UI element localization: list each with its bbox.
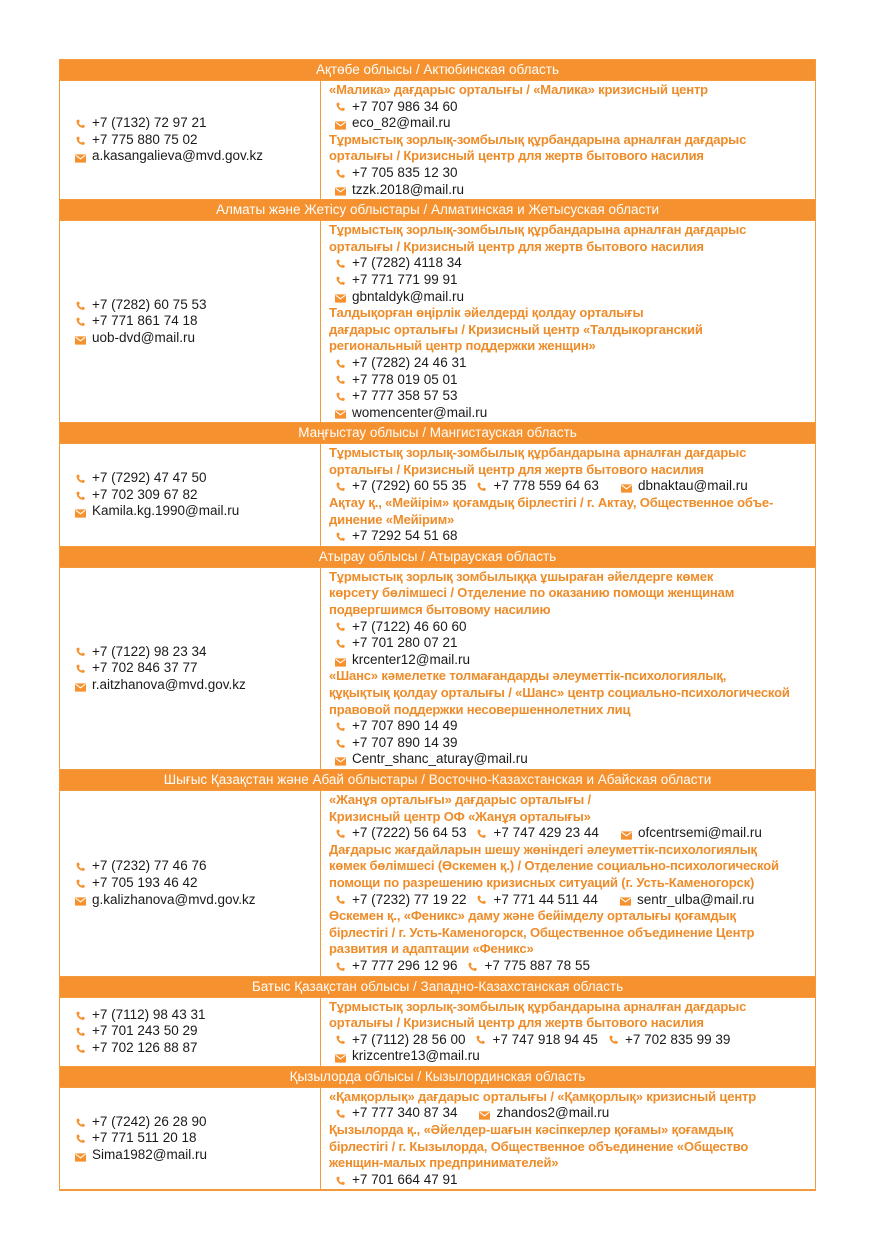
phone-value[interactable]: +7 775 887 78 55 — [484, 957, 590, 973]
phone-value[interactable]: +7 (7232) 77 46 76 — [92, 858, 207, 874]
phone-value[interactable]: +7 771 44 511 44 — [493, 891, 598, 907]
phone-icon — [75, 118, 86, 129]
phone-value[interactable]: +7 777 358 57 53 — [352, 388, 458, 404]
org-title: помощи по разрешению кризисных ситуаций (г. Усть-Каменогорск) — [329, 874, 755, 890]
phone-value[interactable]: +7 707 890 14 49 — [352, 718, 458, 734]
phone-icon — [335, 374, 346, 385]
crisis-centers — [321, 1088, 815, 1190]
contact-phone — [75, 1130, 320, 1147]
crisis-centers — [321, 444, 815, 546]
org-contact-line — [329, 478, 811, 495]
email-icon — [335, 291, 346, 302]
contact-phone — [75, 115, 320, 132]
region-contacts — [60, 221, 321, 422]
org-title: құқықтық қолдау орталығы / «Шанс» центр социально-психологической — [329, 685, 790, 700]
email-value[interactable]: r.aitzhanova@mvd.gov.kz — [92, 676, 246, 692]
contact-email — [75, 677, 320, 694]
email-value[interactable]: Centr_shanc_aturay@mail.ru — [352, 751, 528, 767]
org-title: правовой поддержки несовершеннолетних лиц — [329, 701, 631, 717]
region-header: Атырау облысы / Атырауская область — [60, 547, 815, 567]
phone-icon — [335, 894, 346, 905]
region-row — [60, 790, 815, 977]
region-header: Шығыс Қазақстан және Абай облыстары / Восточно-Казахстанская и Абайская области — [60, 770, 815, 790]
region-contacts — [60, 81, 321, 199]
email-value[interactable]: krcenter12@mail.ru — [352, 651, 470, 667]
org-title: Тұрмыстық зорлық-зомбылық құрбандарына арналған дағдарыс — [329, 445, 747, 461]
region-row — [60, 997, 815, 1067]
phone-icon — [75, 1043, 86, 1054]
contact-phone — [75, 1040, 320, 1057]
email-icon — [75, 894, 86, 905]
email-value[interactable]: Sima1982@mail.ru — [92, 1146, 208, 1162]
phone-icon — [608, 1034, 619, 1045]
org-title: Өскемен қ., «Феникс» даму және бейімделу орталығы қоғамдық — [329, 908, 736, 924]
contact-email — [75, 503, 320, 520]
org-title: Ақтау қ., «Мейірім» қоғамдық бірлестігі / г. Актау, Общественное объе- — [329, 495, 774, 511]
email-icon — [335, 754, 346, 765]
phone-value[interactable]: +7 702 126 88 87 — [92, 1039, 198, 1055]
phone-icon — [335, 1034, 346, 1045]
crisis-centers — [321, 568, 815, 769]
contact-phone — [75, 132, 320, 149]
phone-icon — [335, 1175, 346, 1186]
org-contact-line — [329, 635, 811, 652]
org-contact-line — [329, 272, 811, 289]
phone-icon — [335, 961, 346, 972]
phone-icon — [75, 135, 86, 146]
org-title: женщин-малых предпринимателей» — [329, 1155, 559, 1171]
org-title: көмек бөлімшесі (Өскемен қ.) / Отделение социально-психологической — [329, 858, 779, 874]
phone-icon — [335, 638, 346, 649]
phone-value[interactable]: +7 771 861 74 18 — [92, 313, 198, 329]
phone-value[interactable]: +7 (7232) 77 19 22 — [352, 891, 467, 907]
email-icon — [75, 333, 86, 344]
org-title: орталығы / Кризисный центр для жертв бытового насилия — [329, 1015, 704, 1031]
org-contact-line — [329, 1172, 811, 1189]
phone-value[interactable]: +7 747 429 23 44 — [493, 825, 599, 841]
email-icon — [621, 481, 632, 492]
phone-icon — [75, 473, 86, 484]
phone-icon — [75, 861, 86, 872]
org-contact-line — [329, 1048, 811, 1065]
email-icon — [335, 118, 346, 129]
phone-value[interactable]: +7 (7282) 24 46 31 — [352, 354, 467, 370]
phone-icon — [75, 1133, 86, 1144]
contact-phone — [75, 487, 320, 504]
org-contact-line — [329, 892, 811, 909]
phone-icon — [335, 1108, 346, 1119]
phone-icon — [335, 531, 346, 542]
email-value[interactable]: krizcentre13@mail.ru — [352, 1048, 480, 1064]
region-header: Батыс Қазақстан облысы / Западно-Казахстанская область — [60, 977, 815, 997]
org-contact-line — [329, 958, 811, 975]
phone-value[interactable]: +7 (7292) 47 47 50 — [92, 470, 207, 486]
phone-value[interactable]: +7 778 019 05 01 — [352, 371, 458, 387]
phone-value[interactable]: +7 777 340 87 34 — [352, 1105, 458, 1121]
org-contact-line — [329, 652, 811, 669]
phone-value[interactable]: +7 (7122) 98 23 34 — [92, 643, 207, 659]
phone-icon — [335, 828, 346, 839]
region-header: Қызылорда облысы / Кызылординская область — [60, 1067, 815, 1087]
org-title: дағдарыс орталығы / Кризисный центр «Талдыкорганский — [329, 321, 703, 337]
phone-value[interactable]: +7 7292 54 51 68 — [352, 528, 458, 544]
phone-icon — [335, 621, 346, 632]
contact-phone — [75, 644, 320, 661]
phone-value[interactable]: +7 702 846 37 77 — [92, 660, 198, 676]
contact-email — [75, 1147, 320, 1164]
org-contact-line — [329, 355, 811, 372]
phone-icon — [476, 481, 487, 492]
phone-value[interactable]: +7 (7112) 28 56 00 — [352, 1031, 466, 1047]
email-value[interactable]: sentr_ulba@mail.ru — [636, 891, 755, 907]
crisis-centers — [321, 81, 815, 199]
contact-phone — [75, 1023, 320, 1040]
phone-value[interactable]: +7 701 280 07 21 — [352, 635, 458, 651]
org-contact-line — [329, 289, 811, 306]
phone-icon — [335, 258, 346, 269]
org-title: орталығы / Кризисный центр для жертв бытового насилия — [329, 238, 704, 254]
org-contact-line — [329, 255, 811, 272]
contact-phone — [75, 858, 320, 875]
contact-phone — [75, 660, 320, 677]
contact-phone — [75, 875, 320, 892]
phone-icon — [476, 894, 487, 905]
phone-value[interactable]: +7 (7282) 60 75 53 — [92, 296, 207, 312]
contact-email — [75, 892, 320, 909]
phone-icon — [75, 663, 86, 674]
org-title: Кризисный центр ОФ «Жанұя орталығы» — [329, 808, 591, 824]
org-contact-line — [329, 1032, 811, 1049]
phone-icon — [335, 391, 346, 402]
contact-phone — [75, 313, 320, 330]
phone-icon — [335, 358, 346, 369]
email-value[interactable]: uob-dvd@mail.ru — [92, 330, 195, 346]
org-contact-line — [329, 165, 811, 182]
phone-value[interactable]: +7 771 511 20 18 — [92, 1130, 197, 1146]
phone-value[interactable]: +7 705 193 46 42 — [92, 874, 198, 890]
phone-value[interactable]: +7 701 664 47 91 — [352, 1171, 458, 1187]
phone-icon — [476, 828, 487, 839]
phone-icon — [335, 721, 346, 732]
phone-value[interactable]: +7 705 835 12 30 — [352, 164, 458, 180]
phone-icon — [75, 300, 86, 311]
region-contacts — [60, 998, 321, 1066]
email-icon — [75, 680, 86, 691]
region-row — [60, 1087, 815, 1191]
region-row — [60, 80, 815, 200]
phone-value[interactable]: +7 747 918 94 45 — [492, 1031, 598, 1047]
org-title: Тұрмыстық зорлық-зомбылық құрбандарына арналған дағдарыс — [329, 222, 747, 238]
region-row — [60, 220, 815, 423]
email-value[interactable]: eco_82@mail.ru — [352, 115, 451, 131]
email-icon — [335, 655, 346, 666]
org-title: орталығы / Кризисный центр для жертв бытового насилия — [329, 461, 704, 477]
email-icon — [335, 184, 346, 195]
org-title: бірлестігі / г. Усть-Каменогорск, Общественное объединение Центр — [329, 924, 755, 940]
org-title: Қызылорда қ., «Әйелдер-шағын кәсіпкерлер қоғамы» қоғамдық — [329, 1122, 733, 1138]
org-contact-line — [329, 825, 811, 842]
phone-icon — [467, 961, 478, 972]
contacts-table — [59, 59, 816, 1191]
org-title: бірлестігі / г. Кызылорда, Общественное объединение «Общество — [329, 1138, 749, 1154]
phone-icon — [335, 101, 346, 112]
org-contact-line — [329, 405, 811, 422]
phone-icon — [75, 1117, 86, 1128]
crisis-centers — [321, 998, 815, 1066]
email-value[interactable]: g.kalizhanova@mvd.gov.kz — [92, 891, 256, 907]
phone-icon — [335, 481, 346, 492]
email-icon — [75, 1150, 86, 1161]
phone-icon — [75, 1010, 86, 1021]
org-title: Тұрмыстық зорлық-зомбылық құрбандарына арналған дағдарыс — [329, 131, 747, 147]
phone-value[interactable]: +7 (7112) 98 43 31 — [92, 1006, 206, 1022]
org-title: развития и адаптации «Феникс» — [329, 941, 534, 957]
region-header: Маңғыстау облысы / Мангистауская область — [60, 423, 815, 443]
region-contacts — [60, 791, 321, 976]
phone-value[interactable]: +7 (7242) 26 28 90 — [92, 1113, 207, 1129]
org-contact-line — [329, 528, 811, 545]
phone-value[interactable]: +7 771 771 99 91 — [352, 271, 458, 287]
region-row — [60, 567, 815, 770]
contact-email — [75, 148, 320, 165]
phone-value[interactable]: +7 (7132) 72 97 21 — [92, 115, 207, 131]
phone-value[interactable]: +7 702 835 99 39 — [624, 1031, 731, 1047]
email-icon — [335, 407, 346, 418]
org-title: Тұрмыстық зорлық зомбылыққа ұшыраған әйелдерге көмек — [329, 568, 714, 584]
crisis-centers — [321, 791, 815, 976]
org-title: «Жанұя орталығы» дағдарыс орталығы / — [329, 791, 591, 807]
contact-phone — [75, 1007, 320, 1024]
org-contact-line — [329, 718, 811, 735]
phone-icon — [335, 168, 346, 179]
contact-email — [75, 330, 320, 347]
org-title: көрсету бөлімшесі / Отделение по оказанию помощи женщинам — [329, 585, 735, 601]
org-title: орталығы / Кризисный центр для жертв бытового насилия — [329, 148, 704, 164]
org-contact-line — [329, 99, 811, 116]
region-contacts — [60, 444, 321, 546]
org-contact-line — [329, 619, 811, 636]
contact-phone — [75, 1114, 320, 1131]
org-title: «Шанс» кәмелетке толмағандарды әлеуметтік-психологиялық, — [329, 668, 727, 684]
phone-value[interactable]: +7 778 559 64 63 — [493, 478, 599, 494]
email-value[interactable]: dbnaktau@mail.ru — [637, 478, 748, 494]
region-row — [60, 443, 815, 547]
phone-icon — [75, 1026, 86, 1037]
phone-icon — [75, 646, 86, 657]
email-icon — [75, 506, 86, 517]
phone-value[interactable]: +7 707 986 34 60 — [352, 98, 458, 114]
email-icon — [479, 1108, 490, 1119]
phone-value[interactable]: +7 (7282) 4118 34 — [352, 255, 462, 271]
org-title: региональный центр поддержки женщин» — [329, 338, 596, 354]
email-value[interactable]: Kamila.kg.1990@mail.ru — [92, 503, 240, 519]
email-icon — [621, 828, 632, 839]
region-contacts — [60, 568, 321, 769]
email-value[interactable]: a.kasangalieva@mvd.gov.kz — [92, 148, 264, 164]
email-icon — [620, 894, 631, 905]
email-value[interactable]: ofcentrsemi@mail.ru — [637, 825, 762, 841]
phone-value[interactable]: +7 701 243 50 29 — [92, 1023, 198, 1039]
org-contact-line — [329, 1105, 811, 1122]
phone-icon — [335, 738, 346, 749]
phone-value[interactable]: +7 775 880 75 02 — [92, 131, 198, 147]
phone-value[interactable]: +7 (7222) 56 64 53 — [352, 825, 467, 841]
org-contact-line — [329, 388, 811, 405]
region-contacts — [60, 1088, 321, 1190]
org-title: «Қамқорлық» дағдарыс орталығы / «Қамқорлық» кризисный центр — [329, 1088, 757, 1104]
org-title: подвергшимся бытовому насилию — [329, 602, 551, 618]
org-title: «Малика» дағдарыс орталығы / «Малика» кризисный центр — [329, 82, 708, 97]
region-header: Ақтөбе облысы / Актюбинская область — [60, 60, 815, 80]
phone-value[interactable]: +7 702 309 67 82 — [92, 486, 198, 502]
org-contact-line — [329, 115, 811, 132]
phone-icon — [75, 490, 86, 501]
org-title: Талдықорған өңірлік әйелдерді қолдау орталығы — [329, 305, 644, 321]
email-value[interactable]: womencenter@mail.ru — [352, 404, 488, 420]
email-icon — [335, 1051, 346, 1062]
phone-icon — [335, 275, 346, 286]
email-value[interactable]: tzzk.2018@mail.ru — [352, 181, 464, 197]
org-contact-line — [329, 735, 811, 752]
org-contact-line — [329, 182, 811, 199]
region-header: Алматы және Жетісу облыстары / Алматинская и Жетысуская области — [60, 200, 815, 220]
org-contact-line — [329, 751, 811, 768]
contact-phone — [75, 297, 320, 314]
org-contact-line — [329, 372, 811, 389]
phone-icon — [475, 1034, 486, 1045]
phone-value[interactable]: +7 707 890 14 39 — [352, 734, 458, 750]
email-icon — [75, 151, 86, 162]
org-title: динение «Мейірим» — [329, 511, 455, 527]
phone-icon — [75, 878, 86, 889]
email-value[interactable]: gbntaldyk@mail.ru — [352, 288, 465, 304]
crisis-centers — [321, 221, 815, 422]
phone-value[interactable]: +7 777 296 12 96 — [352, 957, 458, 973]
org-title: Дағдарыс жағдайларын шешу жөніндегі әлеуметтік-психологиялық — [329, 841, 757, 857]
phone-value[interactable]: +7 (7292) 60 55 35 — [352, 478, 467, 494]
phone-icon — [75, 316, 86, 327]
email-value[interactable]: zhandos2@mail.ru — [496, 1105, 610, 1121]
contact-phone — [75, 470, 320, 487]
phone-value[interactable]: +7 (7122) 46 60 60 — [352, 618, 467, 634]
org-title: Тұрмыстық зорлық-зомбылық құрбандарына арналған дағдарыс — [329, 998, 747, 1014]
